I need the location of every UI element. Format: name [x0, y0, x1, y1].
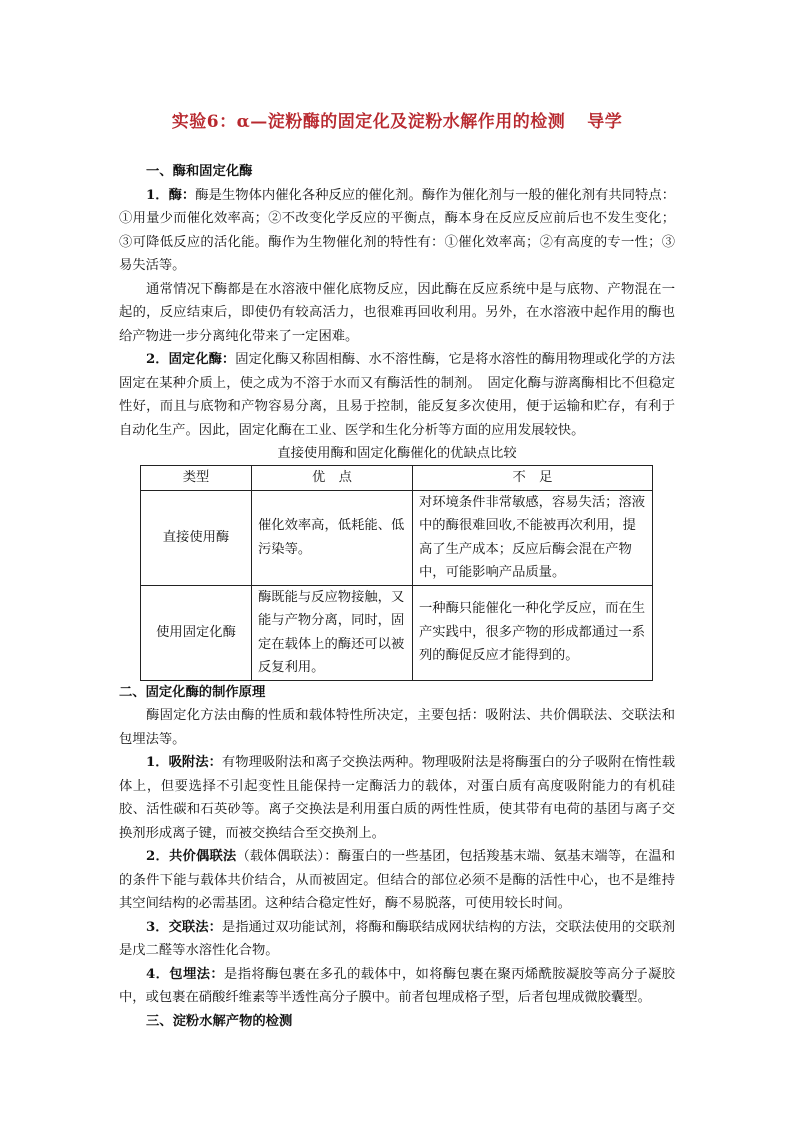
section-heading-principle: 二、固定化酶的制作原理 [119, 684, 266, 700]
header-type: 类型 [141, 466, 252, 491]
comparison-table [140, 465, 653, 681]
covalent-text: 酶蛋白的一些基团，包括羧基末端、氨基末端等，在温和的条件下能与载体共价结合，从而被固定。但结合的部位必须不是酶的活性中心，也不是维持其空间结构的必需基团。这种结合稳定性好，酶不易脱落，可使用较长时间。 [119, 849, 675, 911]
header-pros: 优 点 [252, 466, 413, 491]
paragraph-methods-intro: 酶固定化方法由酶的性质和载体特性所决定，主要包括：吸附法、共价偶联法、交联法和包埋法等。 [119, 708, 675, 747]
cell-cons: 对环境条件非常敏感，容易失活；溶液中的酶很难回收,不能被再次利用，提高了生产成本；反应后酶会混在产物中，可能影响产品质量。 [413, 490, 653, 585]
title-suffix: 导学 [587, 112, 623, 132]
term-enzyme: 1．酶： [146, 187, 196, 203]
table-row [141, 490, 653, 585]
term-embedding: 4．包埋法： [146, 966, 225, 982]
paragraph-adsorption [119, 751, 675, 845]
adsorption-text: 有物理吸附法和离子交换法两种。物理吸附法是将酶蛋白的分子吸附在惰性载体上，但要选择不引起变性且能保持一定酶活力的载体，对蛋白质有高度吸附能力的有机硅胶、活性碳和石英砂等。离子交换法是利用蛋白质的两性性质，使其带有电荷的基团与离子交换剂形成离子键，而被交换结合至交换剂上。 [119, 755, 675, 841]
paragraph-immobilized-enzyme [119, 348, 675, 442]
immobilized-enzyme-text: 固定化酶又称固相酶、水不溶性酶，它是将水溶性的酶用物理或化学的方法固定在某种介质上，使之成为不溶于水而又有酶活性的制剂。 固定化酶与游离酶相比不但稳定性好，而且与底物和产物容易分离，且易于控制，能反复多次使用，便于运输和贮存，有利于自动化生产。因此，固定化酶在工业、医学和生化分析等方面的应用发展较快。 [119, 352, 675, 438]
paragraph-covalent [119, 845, 675, 916]
header-cons: 不 足 [413, 466, 653, 491]
cell-cons: 一种酶只能催化一种化学反应，而在生产实践中，很多产物的形成都通过一系列的酶促反应才能得到的。 [413, 585, 653, 680]
page-title [0, 107, 794, 132]
cell-type: 直接使用酶 [141, 490, 252, 585]
enzyme-definition-text: 酶是生物体内催化各种反应的催化剂。酶作为催化剂与一般的催化剂有共同特点：①用量少而催化效率高；②不改变化学反应的平衡点，酶本身在反应反应前后也不发生变化；③可降低反应的活化能。酶作为生物催化剂的特性有：①催化效率高；②有高度的专一性；③易失活等。 [119, 187, 675, 273]
term-crosslink: 3．交联法： [146, 919, 222, 935]
cell-type: 使用固定化酶 [141, 585, 252, 680]
cell-pros: 酶既能与反应物接触，又能与产物分离，同时，固定在载体上的酶还可以被反复利用。 [252, 585, 413, 680]
embedding-text: 是指将酶包裹在多孔的载体中，如将酶包裹在聚丙烯酰胺凝胶等高分子凝胶中，或包裹在硝酸纤维素等半透性高分子膜中。前者包埋成格子型，后者包埋成微胶囊型。 [119, 966, 675, 1005]
document-body [119, 160, 675, 1033]
covalent-paren: （载体偶联法）： [236, 849, 338, 864]
section-heading-enzyme: 一、酶和固定化酶 [146, 164, 253, 179]
cell-pros: 催化效率高，低耗能、低污染等。 [252, 490, 413, 585]
term-immobilized-enzyme: 2．固定化酶： [146, 352, 236, 367]
paragraph-free-enzyme-problem: 通常情况下酶都是在水溶液中催化底物反应，因此酶在反应系统中是与底物、产物混在一起的，反应结束后，即使仍有较高活力，也很难再回收利用。另外，在水溶液中起作用的酶也给产物进一步分离纯化带来了一定困难。 [119, 281, 675, 344]
table-header-row [141, 466, 653, 491]
term-adsorption: 1．吸附法： [146, 755, 222, 770]
table-caption: 直接使用酶和固定化酶催化的优缺点比较 [277, 446, 517, 461]
paragraph-enzyme-definition [119, 184, 675, 278]
term-covalent: 2．共价偶联法 [146, 849, 237, 864]
section-heading-detection: 三、淀粉水解产物的检测 [146, 1013, 293, 1029]
crosslink-text: 是指通过双功能试剂，将酶和酶联结成网状结构的方法，交联法使用的交联剂是戊二醛等水溶性化合物。 [119, 919, 675, 958]
paragraph-crosslink [119, 916, 675, 963]
title-main: 实验6：α—淀粉酶的固定化及淀粉水解作用的检测 [171, 112, 566, 132]
paragraph-embedding [119, 963, 675, 1010]
table-row [141, 585, 653, 680]
